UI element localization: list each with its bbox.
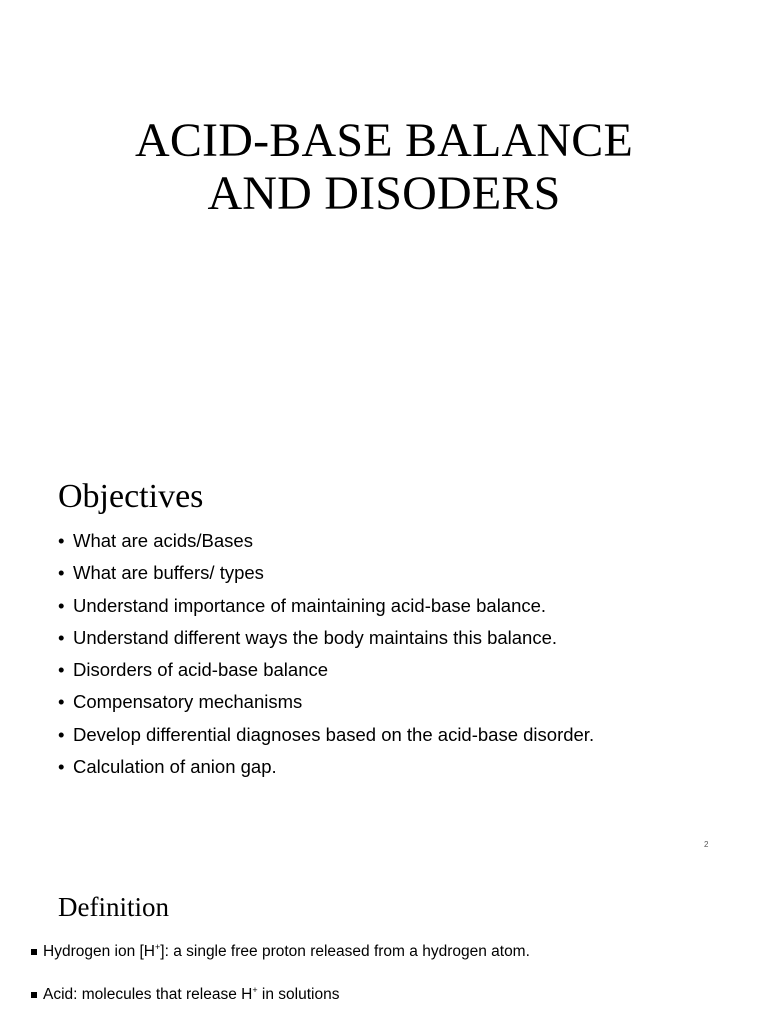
bullet-icon: • (58, 530, 65, 551)
objective-text: What are acids/Bases (73, 530, 253, 551)
square-bullet-icon (31, 992, 37, 998)
definition-text: in solutions (257, 986, 340, 1003)
definition-text: Acid: molecules that release H (43, 986, 253, 1003)
definition-heading: Definition (58, 892, 169, 922)
definition-text: ]: a single free proton released from a hydrogen atom. (160, 943, 530, 960)
square-bullet-icon (31, 949, 37, 955)
bullet-icon: • (58, 562, 65, 584)
bullet-icon: • (58, 691, 65, 713)
definition-item (30, 986, 339, 1004)
objective-item (58, 751, 594, 783)
superscript: + (252, 985, 258, 995)
objective-item (58, 590, 594, 622)
slide-title-line-1: ACID-BASE BALANCE (134, 114, 634, 167)
slide-title (0, 114, 768, 220)
page-number: 2 (704, 840, 709, 849)
objective-text: Compensatory mechanisms (73, 691, 303, 713)
objective-text: What are buffers/ types (73, 562, 264, 584)
definition-text: Hydrogen ion [H (43, 943, 156, 960)
objective-item (58, 686, 594, 718)
objective-text: Calculation of anion gap. (73, 756, 277, 778)
superscript: + (155, 942, 161, 952)
objective-item (58, 719, 594, 751)
objective-item (58, 525, 594, 557)
objectives-list (58, 525, 594, 783)
objective-item (58, 557, 594, 589)
bullet-icon: • (58, 723, 65, 745)
objectives-heading: Objectives (58, 478, 204, 515)
bullet-icon: • (58, 659, 65, 681)
slide-title-line-2: AND DISODERS (207, 167, 561, 220)
objective-item (58, 654, 594, 686)
objective-text: Disorders of acid-base balance (73, 659, 329, 681)
objective-text: Understand importance of maintaining acid-base balance. (73, 594, 547, 616)
objective-text: Develop differential diagnoses based on the acid-base disorder. (73, 723, 595, 745)
definition-item (30, 943, 530, 961)
bullet-icon: • (58, 594, 65, 616)
bullet-icon: • (58, 626, 65, 648)
bullet-icon: • (58, 756, 65, 778)
objective-text: Understand different ways the body maintains this balance. (73, 626, 558, 648)
objective-item (58, 622, 594, 654)
